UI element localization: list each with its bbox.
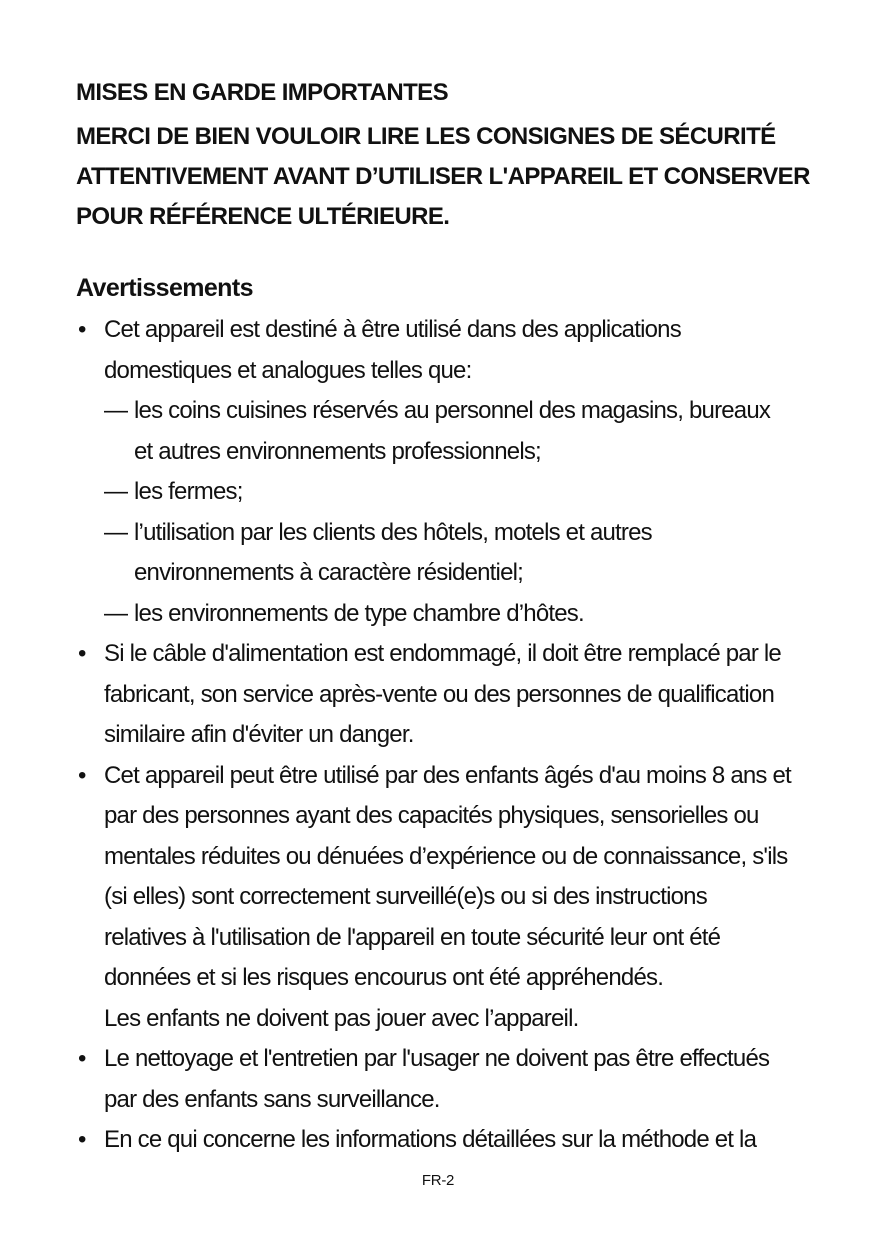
sub-item	[104, 472, 794, 513]
section-title: Avertissements	[76, 274, 253, 302]
page-title: MISES EN GARDE IMPORTANTES	[76, 79, 448, 106]
sub-item	[104, 391, 794, 472]
sub-item-text: les coins cuisines réservés au personnel des magasins, bureaux et autres environnements professionnels;	[134, 397, 771, 465]
sub-item	[104, 513, 794, 594]
list-item-text: Cet appareil peut être utilisé par des enfants âgés d'au moins 8 ans et par des personnes ayant des capacités physiques, sensorielles ou mentales réduites ou dénuées d’expérience ou de connaissance, s'ils (si elles) sont correctement surveillé(e)s ou si des instructions relatives à l'utilisation de l'appareil en toute sécurité leur ont été données et si les risques encourus ont été appréhendés.	[104, 761, 791, 991]
dash-icon: —	[104, 478, 128, 505]
list-item-text: Si le câble d'alimentation est endommagé, il doit être remplacé par le fabricant, son service après-vente ou des personnes de qualification similaire afin d'éviter un danger.	[104, 640, 781, 748]
sub-item-text: les environnements de type chambre d’hôtes.	[134, 599, 584, 627]
list-item-text: Le nettoyage et l'entretien par l'usager ne doivent pas être effectués par des enfants sans surveillance.	[104, 1045, 770, 1113]
list-item-text: Cet appareil est destiné à être utilisé dans des applications domestiques et analogues telles que:	[104, 316, 681, 384]
list-item	[0, 310, 794, 634]
sub-item	[104, 594, 794, 635]
list-item	[0, 634, 794, 756]
sub-item-text: les fermes;	[134, 478, 243, 505]
list-item	[0, 1120, 794, 1161]
bullet-icon: •	[78, 761, 86, 789]
bullet-icon: •	[78, 1045, 86, 1072]
sub-item-text: l’utilisation par les clients des hôtels, motels et autres environnements à caractère résidentiel;	[134, 518, 652, 586]
dash-icon: —	[104, 599, 128, 627]
bullet-icon: •	[78, 640, 86, 667]
bullet-icon: •	[78, 316, 86, 343]
safety-instruction: MERCI DE BIEN VOULOIR LIRE LES CONSIGNES DE SÉCURITÉ ATTENTIVEMENT AVANT D’UTILISER L'APPAREIL ET CONSERVER POUR RÉFÉRENCE ULTÉRIEURE.	[76, 123, 810, 230]
dash-icon: —	[104, 518, 128, 546]
warnings-list	[0, 310, 876, 1161]
list-item-note: Les enfants ne doivent pas jouer avec l’appareil.	[104, 1004, 579, 1032]
list-item-text: En ce qui concerne les informations détaillées sur la méthode et la	[104, 1126, 757, 1153]
bullet-icon: •	[78, 1126, 86, 1153]
dash-icon: —	[104, 397, 128, 424]
page-number: FR-2	[421, 1172, 455, 1189]
list-item	[0, 1039, 794, 1120]
list-item	[0, 756, 794, 1040]
